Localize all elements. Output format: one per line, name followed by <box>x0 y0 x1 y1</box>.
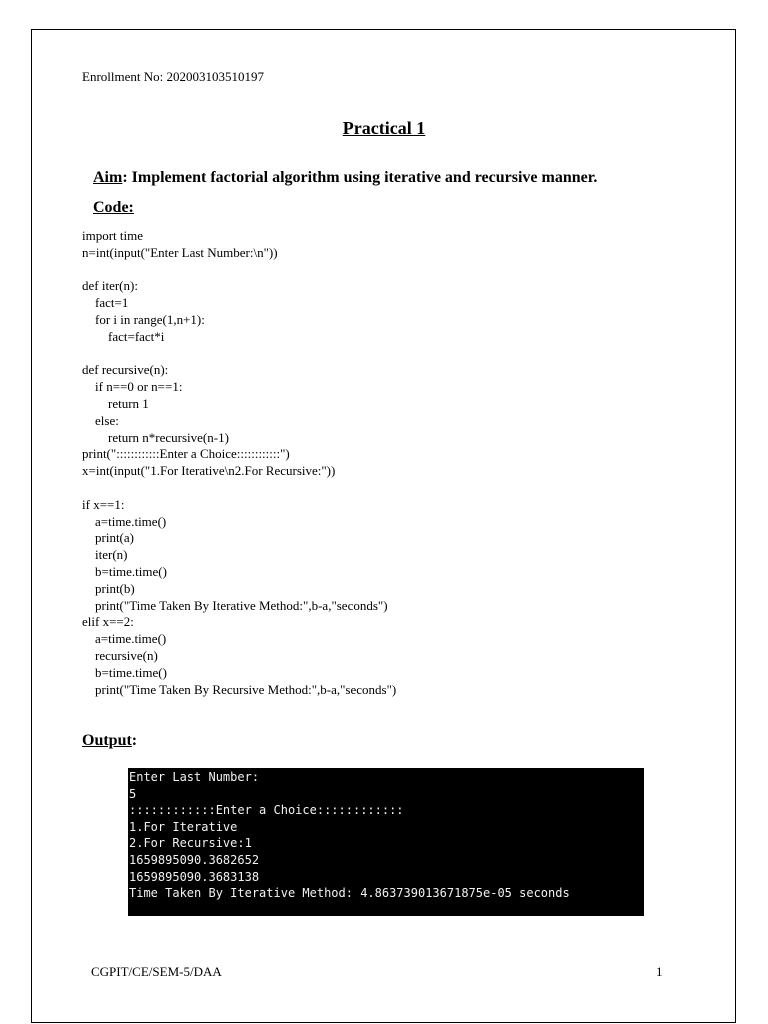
code-line <box>82 480 396 497</box>
code-line: def iter(n): <box>82 278 138 294</box>
console-output-screenshot <box>128 768 644 916</box>
enrollment-number: Enrollment No: 202003103510197 <box>82 69 264 84</box>
aim-statement <box>93 169 597 187</box>
footer-page-number: 1 <box>656 964 663 979</box>
code-line: for i in range(1,n+1): <box>82 311 205 327</box>
aim-text: : Implement factorial algorithm using iterative and recursive manner. <box>122 169 598 186</box>
code-line: print("Time Taken By Iterative Method:",b-a,"seconds") <box>82 597 388 613</box>
code-line <box>82 346 396 363</box>
console-line: 5 <box>129 786 137 801</box>
code-line: a=time.time() <box>82 631 167 647</box>
page-title: Practical 1 <box>342 118 426 138</box>
code-line: a=time.time() <box>82 513 167 529</box>
console-line: 2.For Recursive:1 <box>129 836 252 851</box>
code-line: elif x==2: <box>82 614 134 630</box>
code-heading: Code: <box>93 199 134 216</box>
output-colon: : <box>131 732 138 749</box>
code-line: if x==1: <box>82 496 125 512</box>
code-line: return n*recursive(n-1) <box>82 429 229 445</box>
output-heading <box>82 732 137 750</box>
code-line: print("Time Taken By Recursive Method:",b-a,"seconds") <box>82 681 397 697</box>
console-line: 1.For Iterative <box>129 819 238 834</box>
console-line: ::::::::::::Enter a Choice:::::::::::: <box>129 803 404 818</box>
code-line: else: <box>82 412 119 428</box>
console-line: 1659895090.3682652 <box>129 852 260 867</box>
code-line: b=time.time() <box>82 563 167 579</box>
code-listing <box>82 228 396 698</box>
code-line: if n==0 or n==1: <box>82 379 183 395</box>
code-line: print(b) <box>82 580 135 596</box>
code-line: def recursive(n): <box>82 362 169 378</box>
code-line: fact=fact*i <box>82 328 165 344</box>
code-line: recursive(n) <box>82 647 158 663</box>
code-line: fact=1 <box>82 295 129 311</box>
console-line: 1659895090.3683138 <box>129 869 260 884</box>
code-line: iter(n) <box>82 547 128 563</box>
code-line: print("::::::::::::Enter a Choice::::::::::::") <box>82 446 290 462</box>
console-line: Enter Last Number: <box>129 770 260 784</box>
aim-label: Aim <box>93 169 123 186</box>
output-label: Output <box>82 732 132 749</box>
console-line: Time Taken By Iterative Method: 4.863739013671875e-05 seconds <box>129 886 570 901</box>
code-line: x=int(input("1.For Iterative\n2.For Recursive:")) <box>82 463 336 479</box>
footer-course: CGPIT/CE/SEM-5/DAA <box>91 964 222 979</box>
code-line <box>82 262 396 279</box>
code-line: n=int(input("Enter Last Number:\n")) <box>82 244 278 260</box>
code-line: b=time.time() <box>82 664 167 680</box>
code-line: return 1 <box>82 395 149 411</box>
code-line: print(a) <box>82 530 134 546</box>
code-line: import time <box>82 228 144 243</box>
